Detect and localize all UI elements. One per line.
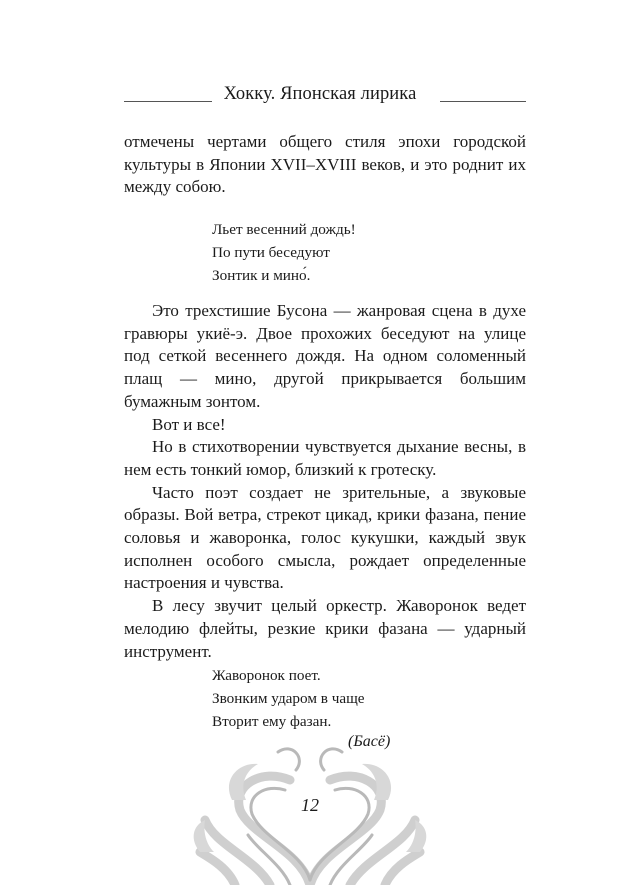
poem-line: Звонким ударом в чаще xyxy=(212,690,365,707)
poem-buson xyxy=(212,218,356,287)
paragraph: Вот и все! xyxy=(152,414,226,434)
running-header xyxy=(0,84,620,114)
paragraph: Но в стихотворении чувствуется дыхание весны, в нем есть тонкий юмор, близкий к гротеску. xyxy=(124,437,526,479)
text-block-top xyxy=(124,131,526,199)
poem-line: Вторит ему фазан. xyxy=(212,713,332,730)
text-block-middle xyxy=(124,300,526,663)
paragraph: Часто поэт создает не зрительные, а звуковые образы. Вой ветра, стрекот цикад, крики фазана, пение соловья и жаворонка, голос кукушки, каждый звук исполнен особого смысла, рождает определенные настроения и чувства. xyxy=(124,482,526,593)
poem-line: Жаворонок поет. xyxy=(212,667,321,684)
page-number: 12 xyxy=(301,795,319,815)
header-title: Хокку. Японская лирика xyxy=(223,84,417,104)
paragraph: Это трехстишие Бусона — жанровая сцена в духе гравюры укиё-э. Двое прохожих беседуют на улице под сеткой весеннего дождя. На одном соломенный плащ — мино, другой прикрывается большим бумажным зонтом. xyxy=(124,301,526,411)
paragraph: В лесу звучит целый оркестр. Жаворонок ведет мелодию флейты, резкие крики фазана — ударный инструмент. xyxy=(124,596,526,661)
poem-line: Зонтик и мино́. xyxy=(212,267,311,284)
poem-line: Льет весенний дождь! xyxy=(212,221,356,238)
poem-author: (Басё) xyxy=(348,733,391,750)
poem-basho xyxy=(212,664,365,733)
header-rule-left xyxy=(124,101,212,102)
paragraph: отмечены чертами общего стиля эпохи городской культуры в Японии XVII–XVIII веков, и это роднит их между собою. xyxy=(124,132,526,197)
poem-line: По пути беседуют xyxy=(212,244,330,261)
header-rule-right xyxy=(440,101,526,102)
